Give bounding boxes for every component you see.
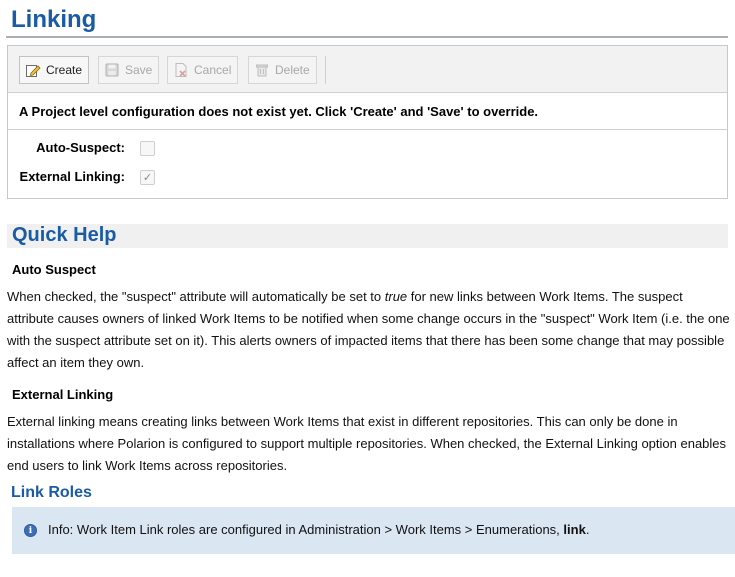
cancel-button[interactable] (167, 56, 238, 84)
save-icon (104, 62, 120, 78)
info-box (12, 507, 735, 554)
external-linking-checkbox[interactable] (140, 170, 155, 185)
info-text-end: . (585, 522, 590, 537)
configuration-panel (7, 45, 728, 199)
auto-suspect-checkbox[interactable] (140, 141, 155, 156)
quick-help-title: Quick Help (12, 224, 117, 246)
info-text (48, 522, 589, 537)
link-roles-title: Link Roles (11, 484, 92, 501)
info-text-main: Info: Work Item Link roles are configured in Administration > Work Items > Enumerations, (48, 522, 564, 537)
delete-button-label: Delete (275, 63, 310, 77)
auto-suspect-description (7, 286, 731, 374)
auto-suspect-text-start: When checked, the "suspect" attribute will automatically be set to (7, 289, 385, 304)
delete-button[interactable] (248, 56, 317, 84)
create-button-label: Create (46, 63, 83, 77)
create-button[interactable] (19, 56, 89, 84)
external-linking-heading: External Linking (12, 387, 114, 402)
quick-help-header (7, 224, 728, 248)
notice-divider (8, 129, 727, 130)
create-icon (25, 62, 41, 78)
auto-suspect-text-end: for new links between Work Items. The suspect attribute causes owners of linked Work Items to be notified when some change occurs in the "suspect" Work Item (i.e. the one with the suspect attribute set on it). This alerts owners of impacted items that there has been some change that may possible affect an item they own. (7, 289, 730, 370)
config-notice: A Project level configuration does not exist yet. Click 'Create' and 'Save' to override. (19, 104, 539, 119)
auto-suspect-heading: Auto Suspect (12, 262, 96, 277)
cancel-button-label: Cancel (194, 63, 232, 77)
delete-icon (254, 62, 270, 78)
save-button-label: Save (125, 63, 153, 77)
external-linking-label: External Linking: (19, 169, 125, 184)
title-divider (6, 36, 728, 38)
auto-suspect-label: Auto-Suspect: (36, 140, 125, 155)
page-title: Linking (11, 6, 97, 33)
toolbar (8, 46, 727, 93)
save-button[interactable] (98, 56, 159, 84)
info-text-bold: link (563, 522, 586, 537)
cancel-icon (173, 62, 189, 78)
checkmark-icon: ✓ (142, 172, 153, 184)
info-icon: i (24, 524, 37, 537)
toolbar-separator (325, 56, 326, 84)
external-linking-description: External linking means creating links between Work Items that exist in different repositories. This can only be done in installations where Polarion is configured to support multiple repositories. When checked, the External Linking option enables end users to link Work Items across repositories. (7, 414, 727, 473)
auto-suspect-text-italic: true (384, 289, 408, 304)
